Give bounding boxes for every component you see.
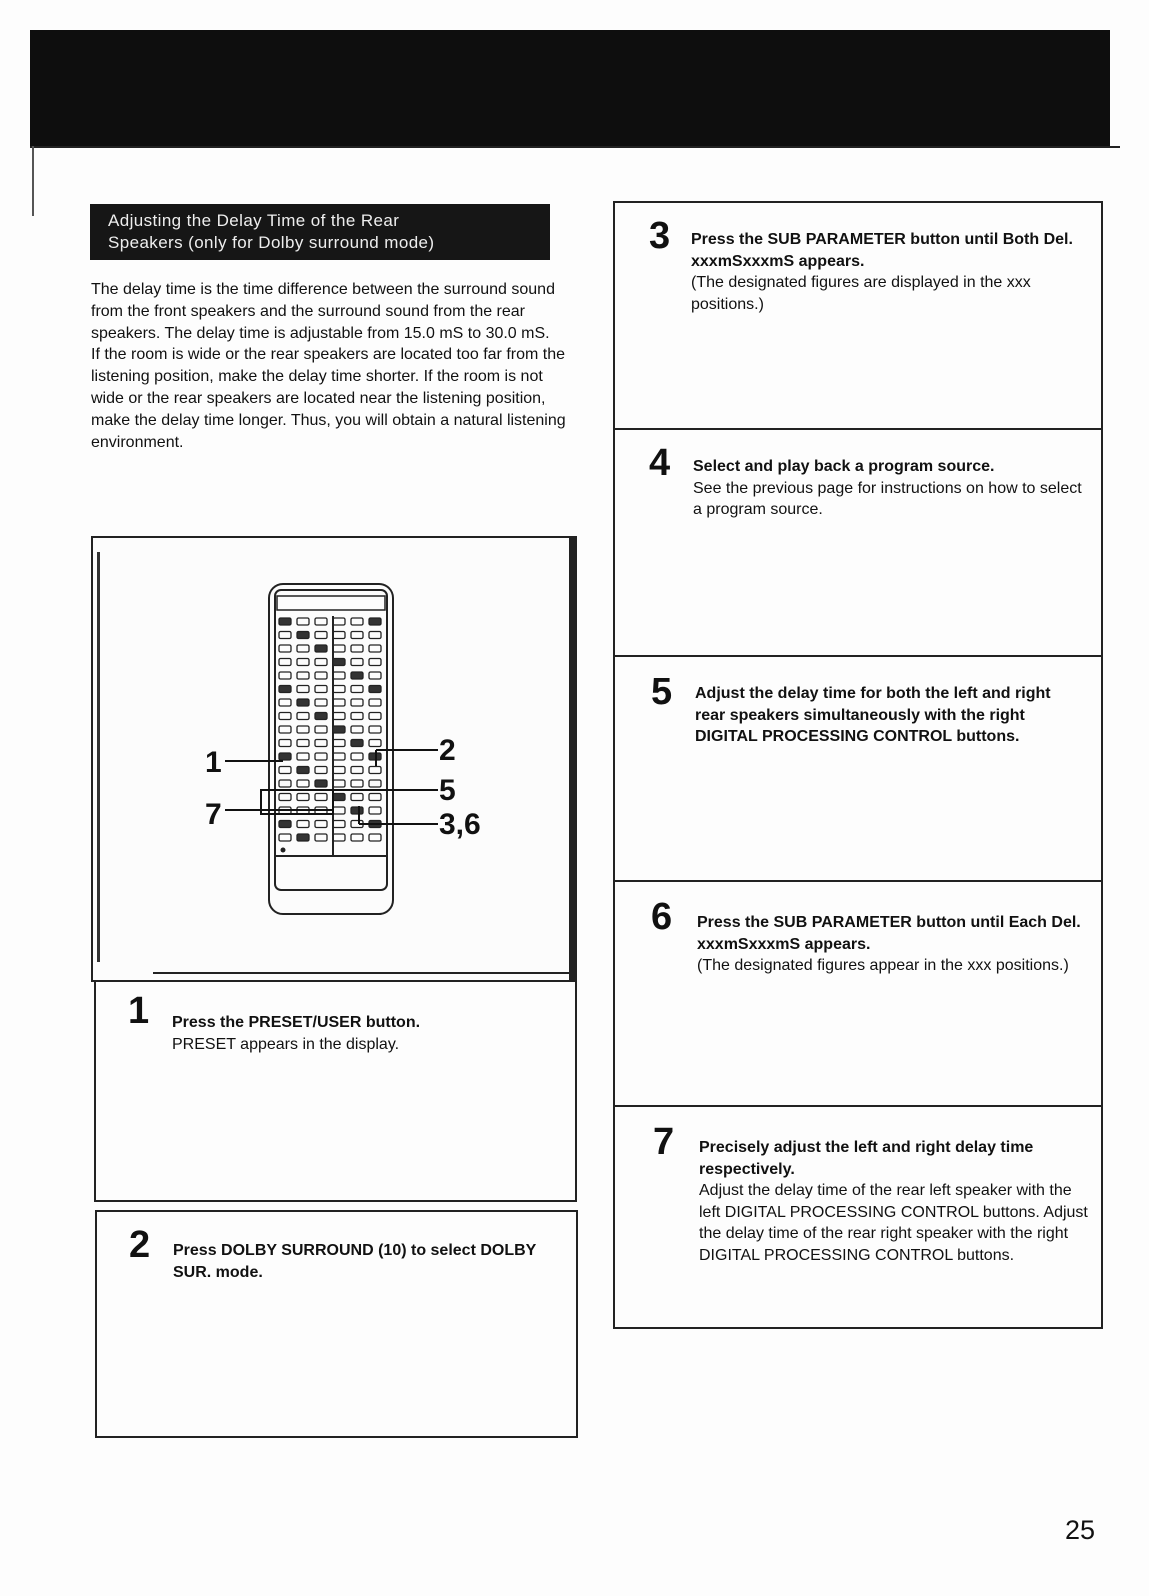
figure-bottom-rule [153,972,573,974]
header-banner [30,30,1110,147]
intro-paragraph-2: If the room is wide or the rear speakers are located too far from the listening position, make the delay time shorter. If the room is not wide or the rear speakers are located near the listening position, make the delay time longer. Thus, you will obtain a natural listening environment. [91,346,566,451]
remote-button [333,767,345,774]
remote-button [351,686,363,693]
callout-2: 2 [439,734,456,767]
intro-paragraph-1: The delay time is the time difference between the surround sound from the front speakers and the surround sound from the rear speakers. The delay time is adjustable from 15.0 mS to 30.0 mS. [91,281,555,342]
remote-button [351,699,363,706]
step-5-instruction: Adjust the delay time for both the left and right rear speakers simultaneously with the right DIGITAL PROCESSING CONTROL buttons. [695,685,1051,746]
remote-button [315,834,327,841]
step-4-text [693,456,1093,521]
remote-button [333,834,345,841]
remote-button [279,632,291,639]
step-3-number: 3 [649,215,671,257]
step-7-number: 7 [653,1121,675,1163]
remote-button [315,740,327,747]
step-1-description: PRESET appears in the display. [172,1035,400,1053]
remote-button [297,780,309,787]
remote-button [279,618,291,625]
remote-button [315,726,327,733]
remote-button [297,686,309,693]
remote-button [279,767,291,774]
remote-button [333,713,345,720]
remote-button [279,780,291,787]
step-6-box [613,880,1103,1107]
remote-button [297,699,309,706]
remote-button [315,713,327,720]
step-6-text [697,912,1097,977]
remote-button [333,699,345,706]
remote-button [315,821,327,828]
step-7-text [699,1137,1091,1267]
remote-button [369,672,381,679]
remote-button [351,767,363,774]
remote-button [279,686,291,693]
remote-button [315,780,327,787]
remote-button [369,618,381,625]
remote-button [351,632,363,639]
remote-button [333,753,345,760]
remote-button [351,740,363,747]
remote-top-panel [277,596,385,610]
remote-button [297,794,309,801]
remote-button [351,753,363,760]
section-title [90,204,550,260]
remote-button [279,753,291,760]
remote-button [333,659,345,666]
remote-button [333,726,345,733]
remote-button [279,713,291,720]
margin-rule [32,146,34,216]
remote-button [297,740,309,747]
step-2-instruction: Press DOLBY SURROUND (10) to select DOLBY SUR. mode. [173,1242,537,1281]
remote-button [351,713,363,720]
remote-button [351,726,363,733]
remote-button [279,740,291,747]
callout-lines [225,750,438,824]
remote-button [279,794,291,801]
remote-button [369,632,381,639]
remote-button [351,659,363,666]
remote-button [297,632,309,639]
step-2-number: 2 [129,1224,151,1266]
remote-button [333,821,345,828]
remote-button [351,807,363,814]
step-3-instruction: Press the SUB PARAMETER button until Both Del. xxxmSxxxmS appears. [691,231,1073,270]
remote-button [333,632,345,639]
remote-button [297,726,309,733]
remote-button [315,767,327,774]
header-rule [30,146,1120,148]
remote-button [297,753,309,760]
remote-button [333,645,345,652]
step-5-box [613,655,1103,882]
step-1-box [94,980,577,1202]
step-6-description: (The designated figures appear in the xxx positions.) [697,957,1069,975]
remote-button [315,672,327,679]
remote-indicator [281,848,286,853]
remote-button [297,834,309,841]
callout-7: 7 [205,798,222,831]
remote-button [297,659,309,666]
section-title-line2: Speakers (only for Dolby surround mode) [108,233,435,252]
step-7-box [613,1105,1103,1329]
remote-button [369,807,381,814]
page-number: 25 [1065,1515,1096,1545]
remote-button [351,794,363,801]
remote-button [297,618,309,625]
remote-button [315,632,327,639]
remote-button [279,659,291,666]
step-7-instruction: Precisely adjust the left and right delay time respectively. [699,1139,1034,1178]
step-7-description: Adjust the delay time of the rear left speaker with the left DIGITAL PROCESSING CONTROL buttons. Adjust the delay time of the rear right speaker with the right DIGITAL PROCESSING CONTROL buttons. [699,1182,1088,1264]
step-2-box [95,1210,578,1438]
remote-button [297,672,309,679]
remote-button [279,672,291,679]
step-4-instruction: Select and play back a program source. [693,458,995,475]
step-4-number: 4 [649,442,671,484]
remote-button [333,807,345,814]
step-1-text [172,1012,562,1055]
step-5-text [695,683,1065,748]
remote-button [351,672,363,679]
callout-3-6: 3,6 [439,808,481,841]
step-3-box [613,201,1103,430]
step-2-text [173,1240,563,1283]
remote-button [315,794,327,801]
remote-button [369,794,381,801]
remote-button [315,753,327,760]
step-1-instruction: Press the PRESET/USER button. [172,1014,421,1031]
remote-button [333,686,345,693]
step-6-instruction: Press the SUB PARAMETER button until Each Del. xxxmSxxxmS appears. [697,914,1081,953]
step-3-text [691,229,1091,315]
remote-button [297,821,309,828]
remote-button [315,686,327,693]
step-4-box [613,428,1103,657]
remote-button [369,699,381,706]
remote-button [315,659,327,666]
remote-control-drawing [93,538,569,978]
remote-button [369,726,381,733]
remote-button [369,645,381,652]
remote-body [269,584,393,914]
remote-button [333,672,345,679]
remote-button [279,726,291,733]
remote-button [333,794,345,801]
remote-button [369,686,381,693]
remote-button [279,645,291,652]
remote-button [351,618,363,625]
remote-illustration [91,536,577,982]
remote-button [333,780,345,787]
remote-button [351,780,363,787]
step-1-number: 1 [128,990,150,1032]
remote-button [297,713,309,720]
remote-button [369,713,381,720]
callout-1: 1 [205,746,222,779]
step-4-description: See the previous page for instructions on how to select a program source. [693,479,1082,519]
remote-button [333,740,345,747]
remote-button [279,699,291,706]
step-3-description: (The designated figures are displayed in the xxx positions.) [691,274,1031,313]
step-5-number: 5 [651,671,673,713]
remote-button [297,767,309,774]
remote-button [315,618,327,625]
remote-button [369,834,381,841]
right-steps-column [613,201,1103,1329]
remote-button [369,740,381,747]
remote-button [279,834,291,841]
remote-button [279,821,291,828]
remote-button [297,645,309,652]
remote-button [351,645,363,652]
remote-button [351,834,363,841]
remote-button [369,659,381,666]
remote-button [369,780,381,787]
intro-text [91,279,577,453]
remote-button [315,645,327,652]
remote-button [315,699,327,706]
step-6-number: 6 [651,896,673,938]
callout-5: 5 [439,774,456,807]
section-title-line1: Adjusting the Delay Time of the Rear [108,211,400,230]
remote-button [369,767,381,774]
remote-button [333,618,345,625]
